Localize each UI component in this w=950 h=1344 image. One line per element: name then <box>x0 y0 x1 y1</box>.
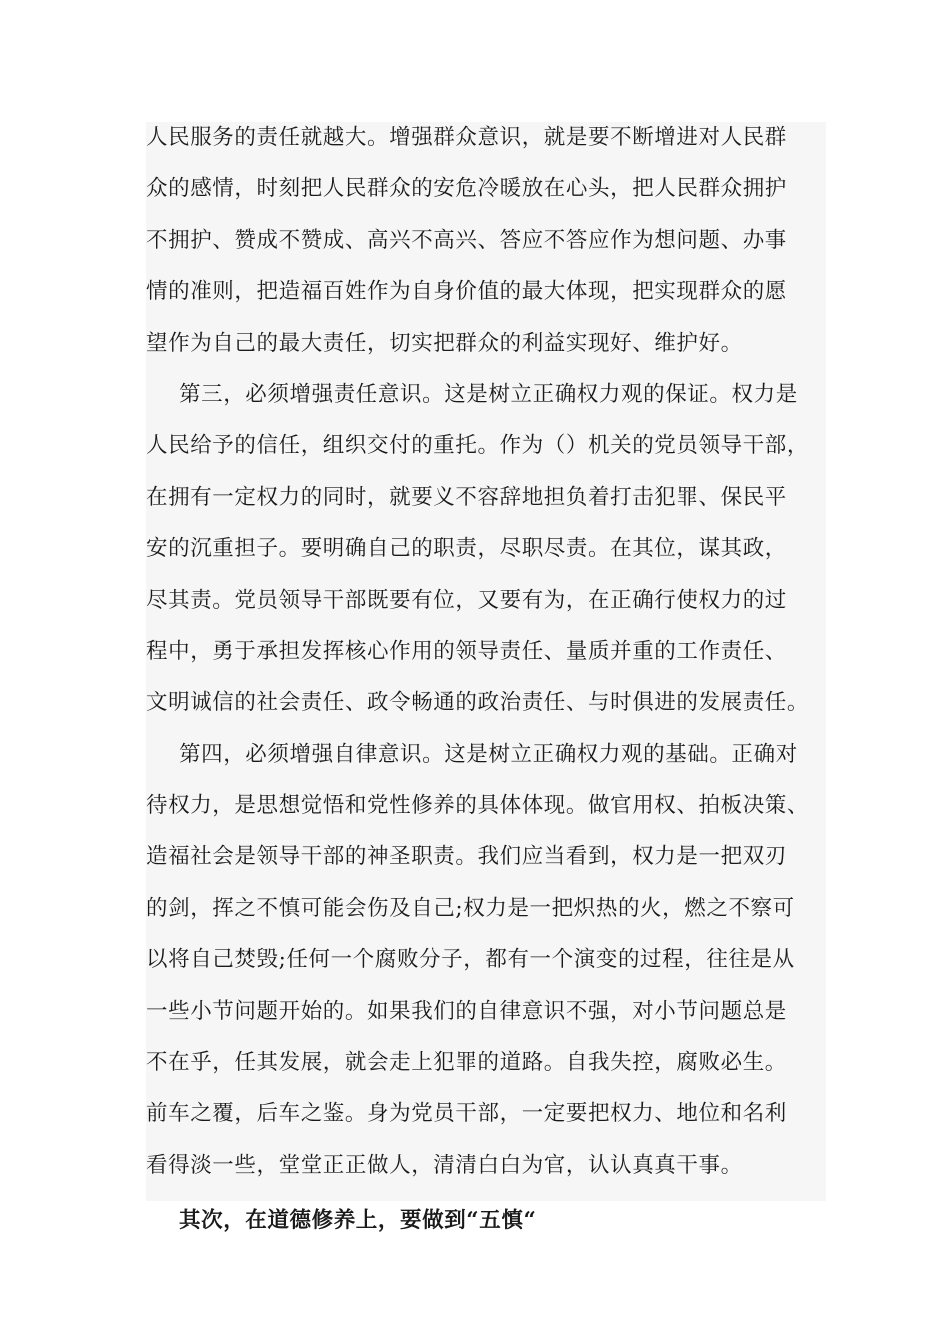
text-line: 望作为自己的最大责任，切实把群众的利益实现好、维护好。 <box>146 328 826 379</box>
text-line: 前车之覆，后车之鉴。身为党员干部，一定要把权力、地位和名利 <box>146 1098 826 1149</box>
text-line: 的剑，挥之不慎可能会伤及自己;权力是一把炽热的火，燃之不察可 <box>146 893 826 944</box>
text-line: 人民给予的信任，组织交付的重托。作为（）机关的党员领导干部， <box>146 430 826 481</box>
text-line: 第四，必须增强自律意识。这是树立正确权力观的基础。正确对 <box>146 739 826 790</box>
text-line: 众的感情，时刻把人民群众的安危冷暖放在心头，把人民群众拥护 <box>146 173 826 224</box>
text-line: 以将自己焚毁;任何一个腐败分子，都有一个演变的过程，往往是从 <box>146 944 826 995</box>
text-line: 文明诚信的社会责任、政令畅通的政治责任、与时俱进的发展责任。 <box>146 687 826 738</box>
section-heading: 其次，在道德修养上，要做到“五慎“ <box>179 1208 537 1234</box>
text-line: 第三，必须增强责任意识。这是树立正确权力观的保证。权力是 <box>146 379 826 430</box>
document-body <box>146 122 826 1257</box>
text-line: 一些小节问题开始的。如果我们的自律意识不强，对小节问题总是 <box>146 996 826 1047</box>
text-line: 造福社会是领导干部的神圣职责。我们应当看到，权力是一把双刃 <box>146 841 826 892</box>
text-line: 程中，勇于承担发挥核心作用的领导责任、量质并重的工作责任、 <box>146 636 826 687</box>
text-line: 不拥护、赞成不赞成、高兴不高兴、答应不答应作为想问题、办事 <box>146 225 826 276</box>
text-line: 情的准则，把造福百姓作为自身价值的最大体现，把实现群众的愿 <box>146 276 826 327</box>
text-line: 在拥有一定权力的同时，就要义不容辞地担负着打击犯罪、保民平 <box>146 482 826 533</box>
text-line: 看得淡一些，堂堂正正做人，清清白白为官，认认真真干事。 <box>146 1150 826 1201</box>
text-line: 尽其责。党员领导干部既要有位，又要有为，在正确行使权力的过 <box>146 585 826 636</box>
text-line: 人民服务的责任就越大。增强群众意识，就是要不断增进对人民群 <box>146 122 826 173</box>
text-line: 待权力，是思想觉悟和党性修养的具体体现。做官用权、拍板决策、 <box>146 790 826 841</box>
text-line: 不在乎，任其发展，就会走上犯罪的道路。自我失控，腐败必生。 <box>146 1047 826 1098</box>
text-line: 安的沉重担子。要明确自己的职责，尽职尽责。在其位，谋其政， <box>146 533 826 584</box>
